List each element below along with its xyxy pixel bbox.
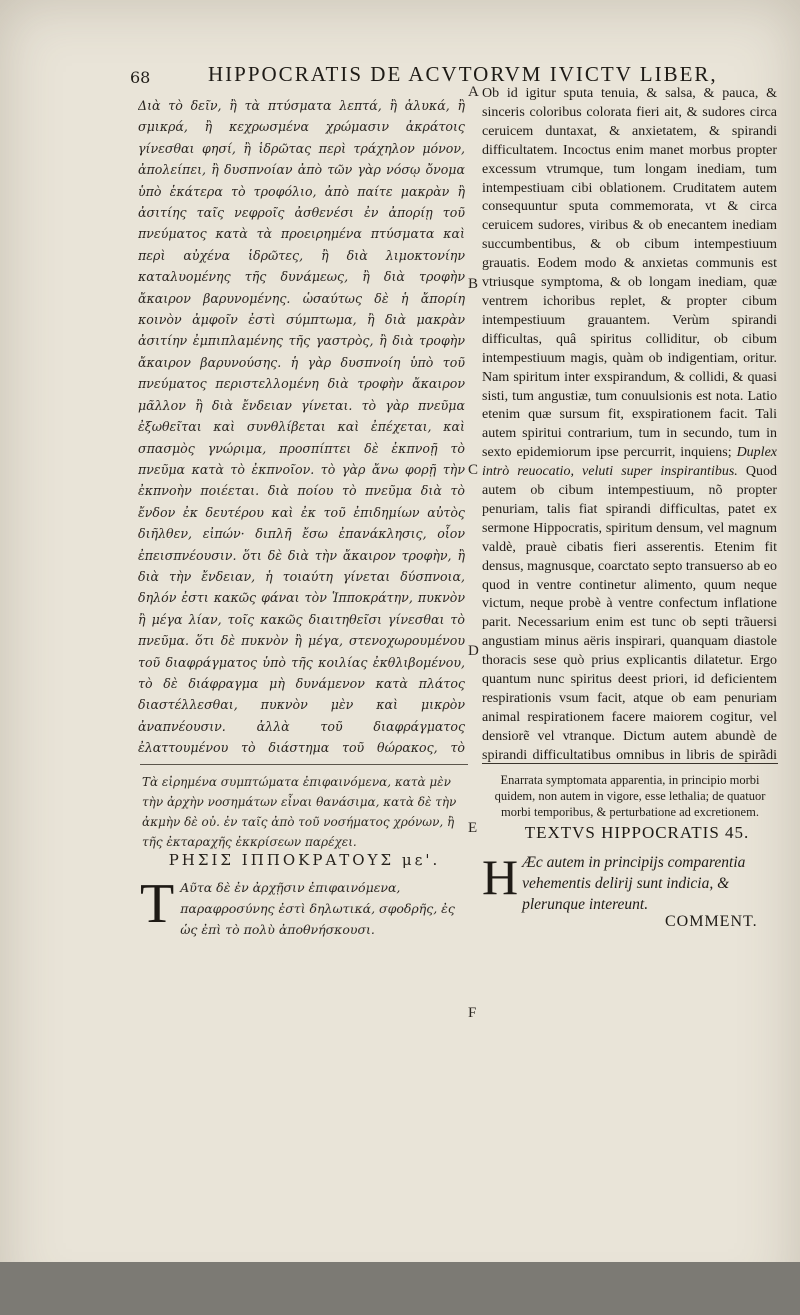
margin-letter-e: E: [468, 820, 478, 836]
latin-text-part: Ob id igitur sputa tenuia, & salsa, & pauca, & sinceris coloribus colorata fieri ait, & sudores circa ceruicem duntaxat, & anxietatem, & spirandi difficultatem. Incoctus enim manet morbus propter excessum vtrumque, tum longam inediam, tum intempestiuam cibi oblationem. Cruditatem autem consequuntur sputa commemorata, vt & circa ceruicem sudores, viribus & ob enecantem inediam succumbentibus, & ob cibum intempestiuum grauatis. Eodem modo & anxietas communis est vtriusque symptoma, & ob longam inediam, quæ ventrem ichoribus replet, & propter cibum intempestiuum grauantem. Verùm spirandi difficultas, quâ spiritus colliditur, ob cibum intempestiuum magis, quàm ob indigentiam, oritur. Nam spiritum inter exspirandum, & collidi, & quasi sisti, tum angustiæ, tum conuulsionis est nota. Latio etenim quæ sursum fit, exspirationem facit. Tali autem spiritui contrarium, tum in secundo, tum in sexto epidemiorum ipse percurrit, inquiens;: [482, 86, 777, 461]
latin-drop-cap: H: [482, 849, 519, 905]
latin-hippocrates-text: [482, 849, 778, 915]
section-rule-left: [140, 764, 468, 765]
latin-summary: Enarrata symptomata apparentia, in principio morbi quidem, non autem in vigore, esse lethalia; de quatuor morbi temporibus, & perturbatione ad excretionem.: [494, 773, 766, 819]
greek-summary: Τὰ εἰρημένα συμπτώματα ἐπιφαινόμενα, κατὰ μὲν τὴν ἀρχὴν νοσημάτων εἶναι θανάσιμα, κατὰ δὲ τὴν ἀκμὴν δὲ οὐ. ἐν ταῖς ἀπὸ τοῦ νοσήματος χρόνων, ἢ τῆς ἐκταραχῆς ἐκκρίσεων παρέχει.: [142, 775, 457, 849]
section-rule-right: [482, 763, 778, 764]
page-number: 68: [130, 68, 151, 87]
latin-text-part: Quod autem ob cibum intempestiuum, nõ propter penuriam, talis fiat spirandi difficultas, patet ex sermone Hippocratis, spiritum densum, vel magnum valdè, prauè cibatis fieri asserentis. Etenim fit densus, magnusque, coarctato septo transuerso ab eo quod in ventre continetur alimento, quum neque victum, neque probè à ventre confectum inflatione parit. Necessarium enim est tunc ob septi trãuersi angustiam minus aëris inspirari, quanquam diastole thoracis sese quò prius explicantis dilatetur. Ergo quantum nunc spiritus deest priori, id deficientem respirationis vsum facit, atque ob eam penuriam animal respirationem facere maiorem cogitur, vel densiorẽ vel vtranque. Dictum autem abundè de spirandi difficultatibus omnibus in libris de spirãdi: [482, 464, 777, 763]
margin-letter-f: F: [468, 1005, 477, 1021]
greek-hippocrates-text: [140, 873, 467, 940]
greek-hippocrates-body: Αῦτα δὲ ἐν ἀρχῇσιν ἐπιφαινόμενα, παραφροσύνης ἐστὶ δηλωτικά, σφοδρῆς, ἐς ὡς ἐπὶ τὸ πολὺ ἀποθνήσκουσι.: [180, 880, 455, 937]
greek-commentary-column: Διὰ τὸ δεῖν, ἢ τὰ πτύσματα λεπτά, ἢ ἁλυκά, ἢ σμικρά, ἢ κεχρωσμένα χρώμασιν ἀκράτοις γίνεσθαι φησί, ἢ ἱδρῶτας περὶ τράχηλον μόνον, ἀπολείπει, ἢ δυσπνοίαν ἀπὸ τῶν γὰρ νόσῳ ὄνομα ὑπὸ ἑκάτερα τὸ τροφόλιο, ἀπὸ παίτε μακρὰν ἢ ἀσιτίης ταῖς νεφροῖς ἀσθενέσι ἐν ἀπορίῃ τοῦ πνεύματος κατὰ τὰ προειρημένα πτύσματα καὶ περὶ αὐχένα ἱδρῶτες, ἢ διὰ λιμοκτονίην καταλυομένης τῆς δυνάμεως, ἢ διὰ τροφὴν ἄκαιρον βαρυνομένης. ὡσαύτως δὲ ἡ ἄπορίη κοινὸν ἀμφοῖν ἐστὶ σύμπτωμα, ἢ διὰ μακρὰν ἀσιτίην ἐμπιπλαμένης τῆς γαστρὸς, ἢ διὰ τροφὴν ἄκαιρον βαρυνούσης. ἡ γὰρ δυσπνοίη ὑπὸ τοῦ πνεύματος περιστελλομένη διὰ τροφὴν ἄκαιρον μᾶλλον ἢ διὰ ἔνδειαν γίνεται. τὸ γὰρ πνεῦμα ἐξωθεῖται καὶ συνθλίβεται καὶ ἐπέχεται, καὶ σπασμὸς γνώριμα, προσπίπτει δὲ ἐκπνοῇ τὸ πνεῦμα κατὰ τὸ ἐκπνοῖον. τὸ γὰρ ἄνω φορῇ τὴν ἐκπνοὴν ποιέεται. διὰ ποίου τὸ πνεῦμα διὰ τὸ ἔνδον ἐκ δευτέρου καὶ ἐκ τοῦ ἐπιδημίων αὐτὸς διῆλθεν, εἰπών· διπλῆ ἔσω ἐπανάκλησις, οἷον ἐπεισπνέουσιν. ὅτι δὲ διὰ τὴν ἄκαιρον τροφὴν, ἢ διὰ τὴν ἔνδειαν, ἡ τοιαύτη γίνεται δύσπνοια, δηλόν ἐστι κακῶς φάναι τὸν Ἱπποκράτην, πυκνὸν ἢ μέγα λίαν, τοῖς κακῶς διαιτηθεῖσι γίνεσθαι τὸ πνεῦμα. ὅτι δὲ πυκνὸν ἢ μέγα, στενοχωρουμένου τοῦ διαφράγματος ὑπὸ τῆς κοιλίας ἐκθλιβομένου, τὸ δὲ διάφραγμα μὴ δυνάμενον κατὰ πλάτος διαστέλλεσθαι, πυκνὸν μὲν καὶ μικρὸν ἀναπνέουσιν. ἀλλὰ τοῦ διαφράγματος ἐλαττουμένου τὸ διάστημα τοῦ θώρακος, τὸ: [138, 98, 465, 756]
latin-text-heading: TEXTVS HIPPOCRATIS 45.: [524, 823, 750, 842]
latin-commentary-column: [482, 85, 777, 765]
latin-italic-quote: Duplex intrò reuocatio, veluti super inspirantibus.: [482, 445, 777, 480]
scan-background-strip: [0, 1262, 800, 1315]
latin-hippocrates-body: Æc autem in principijs comparentia vehementis delirij sunt indicia, & plerunque intereunt.: [522, 854, 746, 913]
catchword: COMMENT.: [665, 913, 758, 930]
margin-letter-d: D: [468, 643, 479, 659]
margin-letter-c: C: [468, 462, 479, 478]
margin-letter-a: A: [468, 84, 479, 100]
greek-drop-cap: T: [140, 873, 175, 935]
greek-text-heading: ΡΗΣΙΣ ΙΠΠΟΚΡΑΤΟΥΣ με'.: [168, 851, 441, 869]
margin-letter-b: B: [468, 276, 479, 292]
running-title: HIPPOCRATIS DE ACVTORVM IVICTV LIBER,: [208, 62, 718, 86]
